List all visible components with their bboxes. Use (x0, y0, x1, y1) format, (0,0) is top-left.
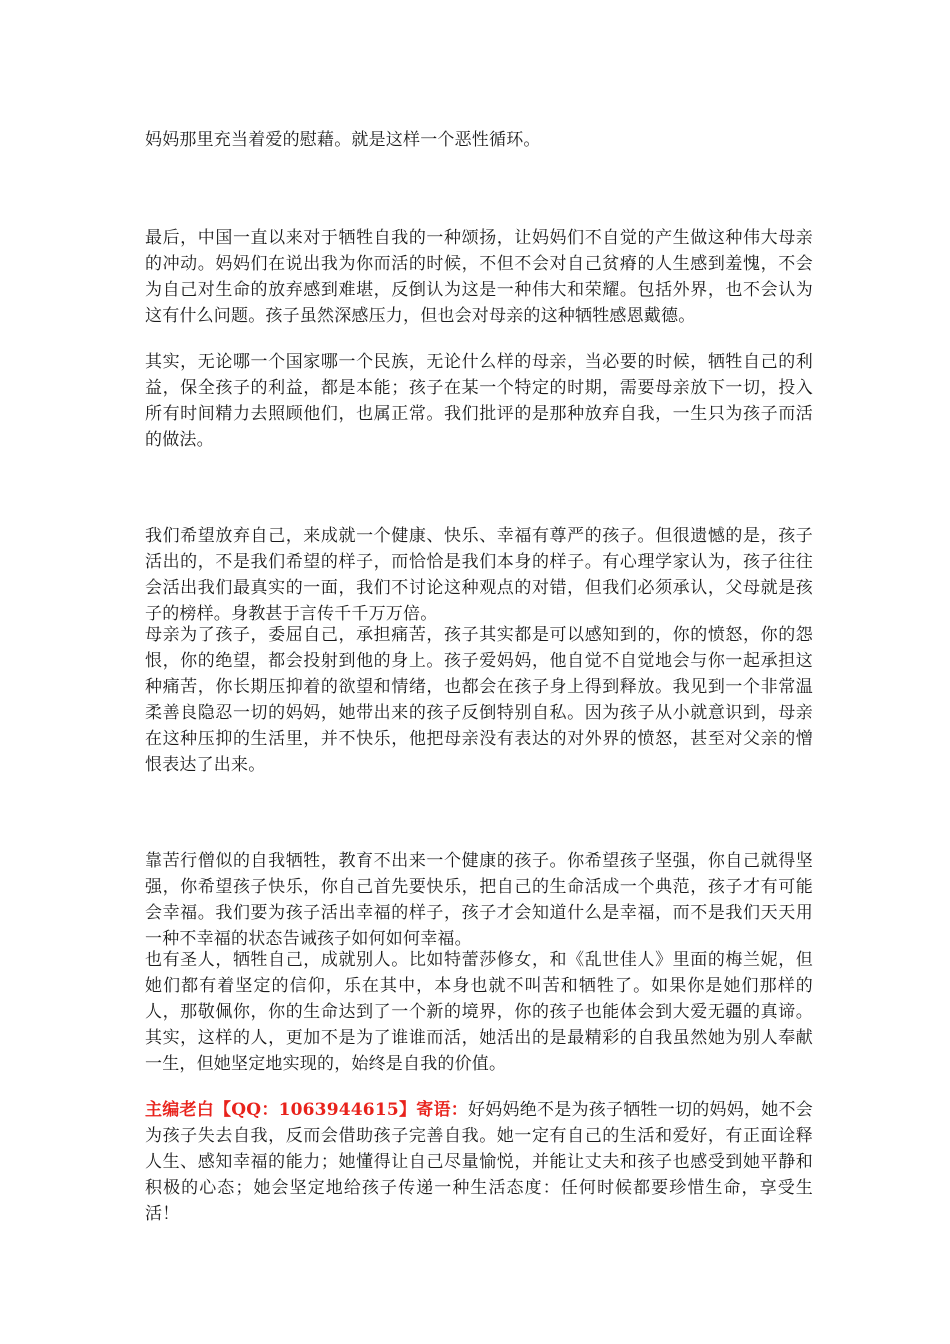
paragraph-self-sacrifice: 靠苦行僧似的自我牺牲，教育不出来一个健康的孩子。你希望孩子坚强，你自己就得坚强，你希望孩子快乐，你自己首先要快乐，把自己的生命活成一个典范，孩子才有可能会幸福。我们要为孩子活出幸福的样子，孩子才会知道什么是幸福，而不是我们天天用一种不幸福的状态告诫孩子如何如何幸福。 (145, 851, 813, 949)
editor-note (145, 1097, 813, 1227)
paragraph-praise-of-sacrifice: 最后，中国一直以来对于牺牲自我的一种颂扬，让妈妈们不自觉的产生做这种伟大母亲的冲动。妈妈们在说出我为你而活的时候，不但不会对自己贫瘠的人生感到羞愧，不会为自己对生命的放弃感到难堪，反倒认为这是一种伟大和荣耀。包括外界，也不会认为这有什么问题。孩子虽然深感压力，但也会对母亲的这种牺牲感恩戴德。 (145, 228, 813, 326)
editor-note-text: 好妈妈绝不是为孩子牺牲一切的妈妈，她不会为孩子失去自我，反而会借助孩子完善自我。她一定有自己的生活和爱好，有正面诠释人生、感知幸福的能力；她懂得让自己尽量愉悦，并能让丈夫和孩子也感受到她平静和积极的心态；她会坚定地给孩子传递一种生活态度：任何时候都要珍惜生命，享受生活！ (145, 1100, 814, 1224)
paragraph-saints: 也有圣人，牺牲自己，成就别人。比如特蕾莎修女，和《乱世佳人》里面的梅兰妮，但她们都有着坚定的信仰，乐在其中，本身也就不叫苦和牺牲了。如果你是她们那样的人，那敬佩你，你的生命达到了一个新的境界，你的孩子也能体会到大爱无疆的真谛。其实，这样的人，更加不是为了谁谁而活，她活出的是最精彩的自我虽然她为别人奉献一生，但她坚定地实现的，始终是自我的价值。 (145, 950, 813, 1074)
editor-note-label: 主编老白【QQ：1063944615】寄语： (145, 1100, 468, 1120)
paragraph-role-model: 我们希望放弃自己，来成就一个健康、快乐、幸福有尊严的孩子。但很遗憾的是，孩子活出的，不是我们希望的样子，而恰恰是我们本身的样子。有心理学家认为，孩子往往会活出我们最真实的一面，我们不讨论这种观点的对错，但我们必须承认，父母就是孩子的榜样。身教甚于言传千千万万倍。 (145, 526, 813, 624)
paragraph-projected-pain: 母亲为了孩子，委屈自己，承担痛苦，孩子其实都是可以感知到的，你的愤怒，你的怨恨，你的绝望，都会投射到他的身上。孩子爱妈妈，他自觉不自觉地会与你一起承担这种痛苦，你长期压抑着的欲望和情绪，也都会在孩子身上得到释放。我见到一个非常温柔善良隐忍一切的妈妈，她带出来的孩子反倒特别自私。因为孩子从小就意识到，母亲在这种压抑的生活里，并不快乐，他把母亲没有表达的对外界的愤怒，甚至对父亲的憎恨表达了出来。 (145, 625, 813, 775)
paragraph-intro: 妈妈那里充当着爱的慰藉。就是这样一个恶性循环。 (145, 130, 541, 150)
paragraph-mother-instinct: 其实，无论哪一个国家哪一个民族，无论什么样的母亲，当必要的时候，牺牲自己的利益，保全孩子的利益，都是本能；孩子在某一个特定的时期，需要母亲放下一切，投入所有时间精力去照顾他们，也属正常。我们批评的是那种放弃自我，一生只为孩子而活的做法。 (145, 352, 813, 450)
